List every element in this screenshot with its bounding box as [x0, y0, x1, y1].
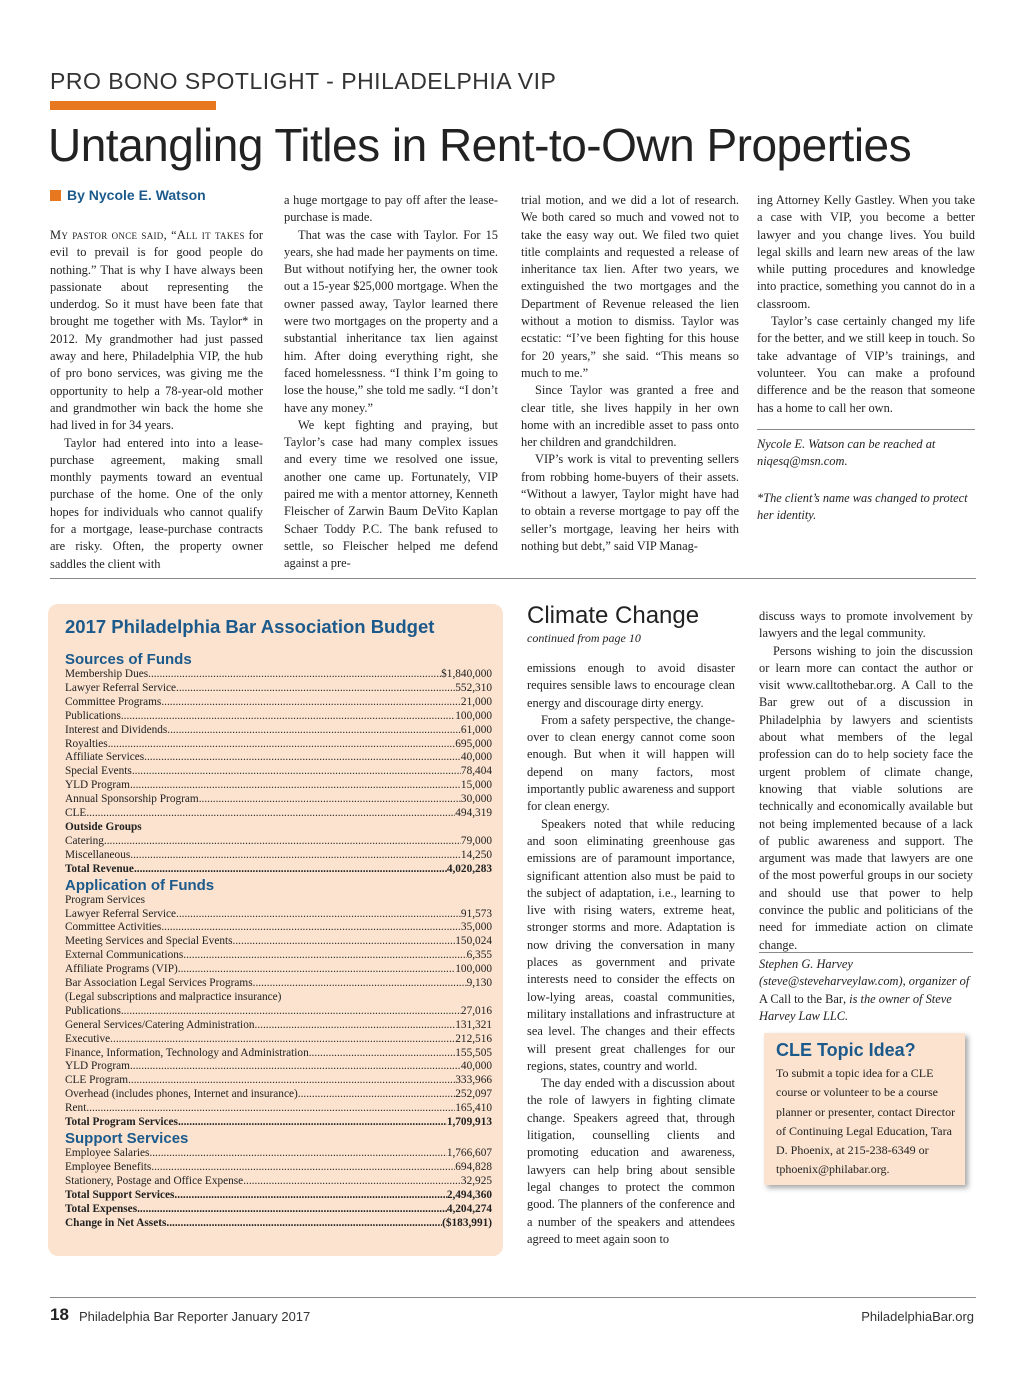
row-value: 40,000 — [460, 751, 492, 764]
author-note-b: , is the owner of Steve Harvey Law LLC. — [759, 991, 952, 1023]
paragraph: From a safety perspective, the change-over to clean energy cannot come soon enough. But when it will happen will depend on many factors, most importantly public awareness and support for clean energy. — [527, 712, 735, 814]
climate-column-2 — [759, 608, 973, 954]
row-value: 30,000 — [460, 793, 492, 806]
paragraph: emissions enough to avoid disaster requires sensible laws to encourage clean energy and discourage dirty energy. — [527, 661, 735, 710]
paragraph: Speakers noted that while reducing and soon eliminating greenhouse gas emissions are of paramount importance, significant attention also must be paid to the subject of adaptation, i.e., learning to live with rising waters, extreme heat, stronger storms and more. Adaptation is now driving the conversation in many places as government and private interests need to consider the effects on low-lying areas, coastal communities, military installations and infrastructure at sea level. The changes and their effects will present great challenges for our regions, states, country and world. — [527, 816, 735, 1073]
row-label: Stationery, Postage and Office Expense — [65, 1174, 244, 1187]
row-value: 494,319 — [455, 807, 492, 820]
climate-column-1 — [527, 660, 735, 1248]
budget-section-heading: Support Services — [65, 1130, 189, 1147]
row-label: Employee Benefits — [65, 1160, 152, 1173]
row-label: Committee Activities — [65, 921, 162, 934]
paragraph: trial motion, and we did a lot of research. We both cared so much and vowed not to take the easy way out. We filed two quiet title complaints and requested a release of inheritance tax lien. After two years, we extinguished the two mortgages and the Department of Revenue released the lien without a motion to dismiss. Taylor was ecstatic: “I’ve been fighting for this house for 20 years,” she said. “This means so much to me.” — [521, 193, 739, 380]
cle-topic-box — [764, 1033, 965, 1185]
paragraph: The day ended with a discussion about the role of lawyers in fighting climate change. Speakers agreed that, through litigation, counselling clients and promoting education and awareness, lawyers can help bring about sensible legal changes to protect the common good. The planners of the conference and a number of the speakers and attendees agreed to meet again soon to — [527, 1076, 735, 1246]
row-value: 35,000 — [460, 921, 492, 934]
row-label: Total Expenses — [65, 1202, 138, 1215]
row-value: 695,000 — [455, 737, 492, 750]
budget-row — [65, 835, 492, 849]
row-value: 27,016 — [460, 1004, 492, 1017]
row-value: 212,516 — [455, 1032, 492, 1045]
article-column-4 — [757, 192, 975, 417]
row-value: 40,000 — [460, 1060, 492, 1073]
lead-smallcaps: My pastor once said, “All it takes — [50, 228, 245, 242]
budget-row — [65, 849, 492, 863]
budget-row — [65, 765, 492, 779]
author-note-em: A Call to the Bar — [759, 991, 843, 1006]
row-value: 333,966 — [455, 1074, 492, 1087]
cle-text: To submit a topic idea for a CLE course or volunteer to be a course planner or presenter, contact Director of Continuing Legal Education, Tara D. Phoenix, at 215-238-6349 or tphoenix@philabar.org. — [776, 1066, 956, 1177]
budget-row — [65, 668, 492, 682]
budget-table — [65, 651, 492, 1230]
climate-author-note — [759, 956, 973, 1025]
budget-row — [65, 793, 492, 807]
footer-divider — [50, 1297, 976, 1298]
author-note-a: Stephen G. Harvey (steve@steveharveylaw.com), organizer of — [759, 957, 970, 989]
row-label: Lawyer Referral Service — [65, 681, 177, 694]
section-kicker: PRO BONO SPOTLIGHT - PHILADELPHIA VIP — [50, 68, 557, 94]
budget-row — [65, 751, 492, 765]
budget-row — [65, 710, 492, 724]
article-column-1 — [50, 227, 263, 573]
paragraph: Since Taylor was granted a free and clear title, she lives happily in her own home with an incredible asset to pass onto her children and grandchildren. — [521, 383, 739, 450]
row-value: 9,130 — [466, 977, 492, 990]
row-value: 131,321 — [455, 1018, 492, 1031]
row-label: External Communications — [65, 949, 184, 962]
row-label: Annual Sponsorship Program — [65, 793, 199, 806]
row-label: General Services/Catering Administration — [65, 1018, 255, 1031]
row-label: Lawyer Referral Service — [65, 907, 177, 920]
row-value: 79,000 — [460, 834, 492, 847]
row-label: Change in Net Assets — [65, 1216, 167, 1229]
program-services-label: Program Services — [65, 893, 145, 906]
contact-divider — [757, 429, 975, 430]
cle-title: CLE Topic Idea? — [776, 1040, 916, 1060]
article-column-3 — [521, 192, 739, 555]
paragraph: Taylor’s case certainly changed my life for the better, and we still keep in touch. So take advantage of VIP’s trainings, and volunteer. You can make a profound difference and be the reason that someone has a home to call her own. — [757, 314, 975, 415]
total-revenue-row — [65, 863, 492, 877]
budget-row — [65, 1189, 492, 1203]
budget-row — [65, 696, 492, 710]
row-label: CLE Program — [65, 1074, 129, 1087]
row-value: 552,310 — [455, 681, 492, 694]
row-label: Publications — [65, 1004, 121, 1017]
row-label: Affiliate Services — [65, 751, 145, 764]
row-value: 6,355 — [466, 949, 492, 962]
row-value: 155,505 — [455, 1046, 492, 1059]
row-label: Royalties — [65, 737, 108, 750]
row-value: $1,840,000 — [441, 668, 492, 680]
row-label: Miscellaneous — [65, 848, 131, 861]
row-value: 100,000 — [455, 963, 492, 976]
budget-row — [65, 1074, 492, 1088]
row-value: 32,925 — [460, 1174, 492, 1187]
row-value: 165,410 — [455, 1102, 492, 1115]
row-label: Meeting Services and Special Events — [65, 935, 233, 948]
row-value: 1,766,607 — [446, 1147, 492, 1159]
row-value: 14,250 — [460, 848, 492, 861]
byline — [50, 187, 206, 203]
application-list-b — [65, 1005, 492, 1116]
budget-panel — [48, 604, 503, 1256]
budget-row — [65, 1047, 492, 1061]
author-divider — [759, 952, 973, 953]
row-label: Employee Salaries — [65, 1147, 150, 1159]
budget-row — [65, 1161, 492, 1175]
budget-row — [65, 1217, 492, 1231]
paragraph: discuss ways to promote involvement by lawyers and the legal community. — [759, 609, 973, 641]
budget-section-heading: Application of Funds — [65, 876, 215, 894]
row-value: 252,097 — [455, 1088, 492, 1101]
budget-row — [65, 1019, 492, 1033]
budget-row — [65, 807, 492, 821]
budget-row — [65, 779, 492, 793]
totals-list — [65, 1189, 492, 1231]
row-value: 694,828 — [455, 1160, 492, 1173]
row-value: 78,404 — [460, 765, 492, 778]
row-label: YLD Program — [65, 779, 130, 792]
lead-paragraph: for evil to prevail is for good people do nothing.” That is why I have always been passionate about representing the underdog. So it must have been fate that brought me together with Ms. Taylor* in 2012. My grandmother had just passed away and here, Philadelphia VIP, the hub of pro bono services, was giving me the opportunity to help a 78-year-old mother and grandmother win back the home she had lived in for 34 years. — [50, 228, 263, 433]
legal-subscriptions-note: (Legal subscriptions and malpractice insurance) — [65, 990, 282, 1003]
row-label: Finance, Information, Technology and Administration — [65, 1046, 309, 1059]
budget-row — [65, 949, 492, 963]
budget-row — [65, 963, 492, 977]
budget-row — [65, 1203, 492, 1217]
row-value: 2,494,360 — [446, 1188, 492, 1201]
budget-row — [65, 908, 492, 922]
support-list — [65, 1147, 492, 1189]
row-value: 15,000 — [460, 779, 492, 792]
application-list-a — [65, 908, 492, 991]
row-label: Committee Programs — [65, 695, 162, 708]
author-contact: Nycole E. Watson can be reached at niqesq@msn.com. — [757, 437, 936, 469]
row-label: YLD Program — [65, 1060, 130, 1073]
row-value: 4,020,283 — [446, 862, 492, 875]
row-label: Total Revenue — [65, 862, 134, 875]
paragraph: Taylor had entered into into a lease-purchase agreement, making small monthly payments toward an eventual purchase of the home. One of the only hopes for individuals who cannot qualify for a mortgage, lease-purchase contracts are risky. Often, the property owner saddles the client with — [50, 435, 263, 571]
row-label: Executive — [65, 1032, 111, 1045]
row-label: Total Program Services — [65, 1116, 178, 1129]
row-label: Overhead (includes phones, Internet and insurance) — [65, 1088, 298, 1101]
total-program-services-row — [65, 1116, 492, 1130]
row-label: Total Support Services — [65, 1188, 175, 1201]
budget-row — [65, 1102, 492, 1116]
row-value: 150,024 — [455, 935, 492, 948]
budget-section-heading: Sources of Funds — [65, 651, 192, 668]
byline-text: By Nycole E. Watson — [67, 187, 206, 203]
website-link[interactable]: PhiladelphiaBar.org — [861, 1309, 974, 1324]
budget-row — [65, 1060, 492, 1074]
budget-row — [65, 724, 492, 738]
budget-row — [65, 738, 492, 752]
budget-row — [65, 682, 492, 696]
budget-row — [65, 1147, 492, 1161]
section-divider — [50, 578, 976, 579]
row-label: Publications — [65, 709, 121, 722]
budget-row — [65, 921, 492, 935]
paragraph: a huge mortgage to pay off after the lease-purchase is made. — [284, 193, 498, 225]
budget-row — [65, 935, 492, 949]
row-label: Catering — [65, 834, 104, 847]
row-value: 61,000 — [460, 723, 492, 736]
row-label: Special Events — [65, 765, 132, 778]
row-value: 1,709,913 — [446, 1116, 492, 1129]
article-column-2 — [284, 192, 498, 573]
row-label: Interest and Dividends — [65, 723, 168, 736]
footnote: *The client’s name was changed to protect her identity. — [757, 491, 968, 523]
sources-list — [65, 668, 492, 821]
row-value: 100,000 — [455, 709, 492, 722]
paragraph: We kept fighting and praying, but Taylor’s case had many complex issues and every time we resolved one issue, another one came up. Fortunately, VIP paired me with a mentor attorney, Kenneth Fleischer of Zarwin Baum DeVito Kaplan Schaer Toddy P.C. The bank refused to settle, so Fleischer helped me defend against a pre- — [284, 417, 498, 571]
paragraph: Persons wishing to join the discussion or learn more can contact the author or visit www.calltothebar.org. A Call to the Bar grew out of a discussion in Philadelphia by lawyers and scientists about what members of the legal profession can do to help society face the urgent problem of climate change, knowing that viable solutions are technically and economically available but not being implemented because of a lack of public awareness and support. The argument was made that lawyers are one of the most powerful groups in our society and should use that power to help convince the public and politicians of the need for immediate action on climate change. — [759, 643, 973, 952]
row-label: CLE — [65, 807, 87, 820]
paragraph: ing Attorney Kelly Gastley. When you take a case with VIP, you become a better lawyer and you change lives. You build legal skills and learn new areas of the law while putting procedures and knowledge into practice, something you cannot do in a classroom. — [757, 193, 975, 311]
continued-note: continued from page 10 — [527, 631, 641, 645]
budget-row — [65, 977, 492, 991]
budget-row — [65, 1175, 492, 1189]
row-label: Membership Dues — [65, 668, 149, 680]
row-value: 4,204,274 — [446, 1202, 492, 1215]
budget-row — [65, 1033, 492, 1047]
paragraph: VIP’s work is vital to preventing sellers from robbing home-buyers of their assets. “Without a lawyer, Taylor might have had to obtain a reverse mortgage to pay off the seller’s mortgage, leaving her heirs with nothing but debt,” said VIP Manag- — [521, 452, 739, 553]
outside-groups-label: Outside Groups — [65, 820, 142, 833]
budget-title: 2017 Philadelphia Bar Association Budget — [65, 616, 435, 637]
byline-square-icon — [50, 190, 61, 201]
row-value: ($183,991) — [442, 1216, 492, 1229]
row-label: Rent — [65, 1102, 87, 1115]
row-value: 91,573 — [460, 907, 492, 920]
paragraph: That was the case with Taylor. For 15 years, she had made her payments on time. But without notifying her, the owner took out a 15-year $25,000 mortgage. When the owner passed away, Taylor learned there were two mortgages on the property and a substantial inheritance tax lien against him. After doing everything right, she faced homelessness. “I think I’m going to lose the house,” she told me sadly. “I don’t have any money.” — [284, 227, 498, 415]
climate-title: Climate Change — [527, 602, 700, 629]
page-number: 18 — [50, 1305, 69, 1324]
publication-name: Philadelphia Bar Reporter January 2017 — [79, 1309, 311, 1324]
budget-row — [65, 1005, 492, 1019]
kicker-accent-bar — [50, 101, 216, 110]
row-label: Affiliate Programs (VIP) — [65, 963, 178, 976]
outside-groups-list — [65, 835, 492, 863]
article-headline: Untangling Titles in Rent-to-Own Properties — [48, 119, 912, 171]
row-value: 21,000 — [460, 695, 492, 708]
row-label: Bar Association Legal Services Programs — [65, 977, 253, 990]
budget-row — [65, 1088, 492, 1102]
